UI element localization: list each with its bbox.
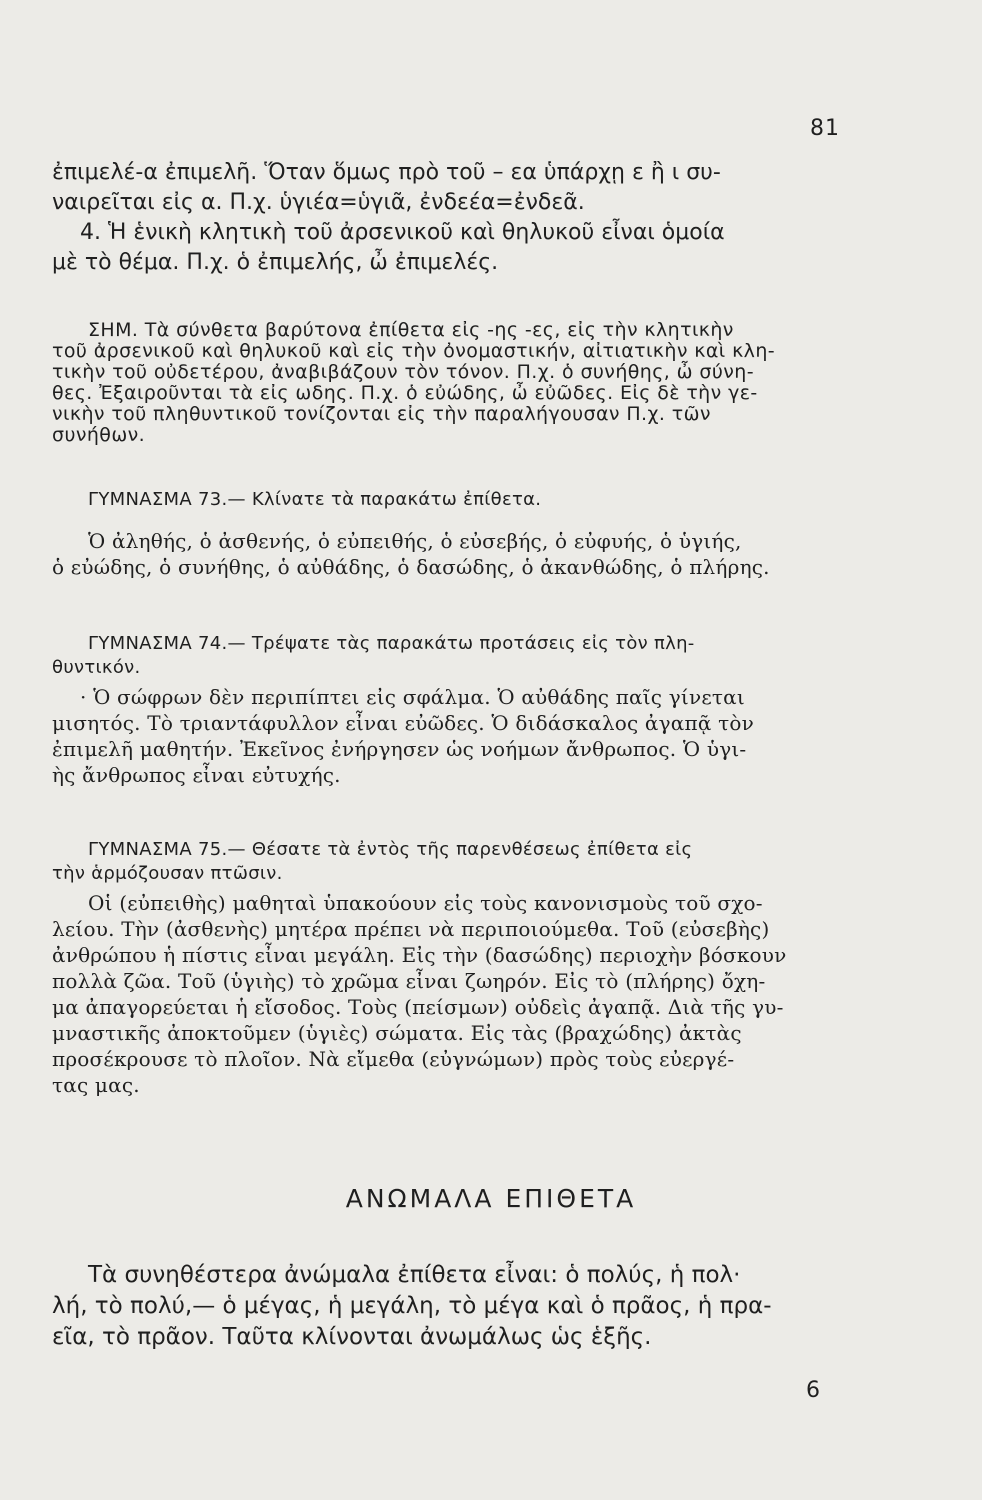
exercise-73-heading xyxy=(52,488,842,512)
exercise-line: μναστικῆς ἀποκτοῦμεν (ὑγιὲς) σώματα. Εἰς τὰς (βραχώδης) ἀκτὰς xyxy=(52,1021,742,1045)
text-line: λή, τὸ πολύ,— ὁ μέγας, ἡ μεγάλη, τὸ μέγα καὶ ὁ πρᾶος, ἡ πρα- xyxy=(52,1293,772,1319)
exercise-line: τας μας. xyxy=(52,1073,140,1097)
paragraph-vocative-rules xyxy=(52,158,842,278)
note-line: ΣΗΜ. Τὰ σύνθετα βαρύτονα ἐπίθετα εἰς -ης -ες, εἰς τὴν κλητικὴν xyxy=(88,319,734,341)
text-line: Τὰ συνηθέστερα ἀνώμαλα ἐπίθετα εἶναι: ὁ πολύς, ἡ πολ· xyxy=(88,1262,741,1288)
exercise-heading-line: ΓΥΜΝΑΣΜΑ 73.— Κλίνατε τὰ παρακάτω ἐπίθετα. xyxy=(88,489,542,510)
irregular-adjectives-paragraph xyxy=(52,1260,842,1353)
exercise-line: πολλὰ ζῶα. Τοῦ (ὑγιὴς) τὸ χρῶμα εἶναι ζωηρόν. Εἰς τὸ (πλήρης) ὄχη- xyxy=(52,969,766,993)
signature-mark: 6 xyxy=(806,1378,820,1403)
note-line: συνήθων. xyxy=(52,424,146,446)
note-line: νικὴν τοῦ πληθυντικοῦ τονίζονται εἰς τὴν παραλήγουσαν Π.χ. τῶν xyxy=(52,403,711,425)
note-line: τοῦ ἀρσενικοῦ καὶ θηλυκοῦ καὶ εἰς τὴν ὀνομαστικήν, αἰτιατικὴν καὶ κλη- xyxy=(52,340,776,362)
text-line: 4. Ἡ ἑνικὴ κλητικὴ τοῦ ἀρσενικοῦ καὶ θηλυκοῦ εἶναι ὁμοία xyxy=(80,220,725,245)
exercise-line: λείου. Τὴν (ἀσθενὴς) μητέρα πρέπει νὰ περιποιούμεθα. Τοῦ (εὐσεβὴς) xyxy=(52,917,770,941)
section-title: ΑΝΩΜΑΛΑ ΕΠΙΘΕΤΑ xyxy=(345,1184,637,1213)
exercise-73-body xyxy=(52,528,842,580)
exercise-line: Οἱ (εὐπειθὴς) μαθηταὶ ὑπακούουν εἰς τοὺς κανονισμοὺς τοῦ σχο- xyxy=(88,891,763,915)
text-line: εῖα, τὸ πρᾶον. Ταῦτα κλίνονται ἀνωμάλως ὡς ἑξῆς. xyxy=(52,1324,652,1350)
exercise-heading-line: ΓΥΜΝΑΣΜΑ 75.— Θέσατε τὰ ἐντὸς τῆς παρενθέσεως ἐπίθετα εἰς xyxy=(88,839,693,860)
exercise-heading-line: ΓΥΜΝΑΣΜΑ 74.— Τρέψατε τὰς παρακάτω προτάσεις εἰς τὸν πλη- xyxy=(88,633,695,654)
exercise-line: μισητός. Τὸ τριαντάφυλλον εἶναι εὐῶδες. Ὁ διδάσκαλος ἀγαπᾷ τὸν xyxy=(52,711,754,735)
exercise-line: ὁ εὐώδης, ὁ συνήθης, ὁ αὐθάδης, ὁ δασώδης, ὁ ἀκανθώδης, ὁ πλήρης. xyxy=(52,555,770,579)
note-line: θες. Ἐξαιροῦνται τὰ εἰς ωδης. Π.χ. ὁ εὐώδης, ὦ εὐῶδες. Εἰς δὲ τὴν γε- xyxy=(52,382,758,404)
exercise-line: ἀνθρώπου ἡ πίστις εἶναι μεγάλη. Εἰς τὴν (δασώδης) περιοχὴν βόσκουν xyxy=(52,943,787,967)
exercise-line: προσέκρουσε τὸ πλοῖον. Νὰ εἴμεθα (εὐγνώμων) πρὸς τοὺς εὐεργέ- xyxy=(52,1047,735,1071)
text-line: ἐπιμελέ-α ἐπιμελῆ. Ὅταν ὅμως πρὸ τοῦ – εα ὑπάρχῃ ε ἢ ι συ- xyxy=(52,160,721,185)
exercise-line: ὴς ἄνθρωπος εἶναι εὐτυχής. xyxy=(52,763,341,787)
note-line: τικὴν τοῦ οὐδετέρου, ἀναβιβάζουν τὸν τόνον. Π.χ. ὁ συνήθης, ὦ σύνη- xyxy=(52,361,754,383)
exercise-74-heading xyxy=(52,632,842,680)
exercise-line: ἐπιμελῆ μαθητήν. Ἐκεῖνος ἐνήργησεν ὡς νοήμων ἄνθρωπος. Ὁ ὑγι- xyxy=(52,737,747,761)
exercise-line: μα ἀπαγορεύεται ἡ εἴσοδος. Τοὺς (πείσμων) οὐδεὶς ἀγαπᾷ. Διὰ τῆς γυ- xyxy=(52,995,784,1019)
exercise-74-body xyxy=(52,684,842,788)
text-line: μὲ τὸ θέμα. Π.χ. ὁ ἐπιμελής, ὦ ἐπιμελές. xyxy=(52,250,499,275)
page-number: 81 xyxy=(810,116,840,141)
note-paragraph xyxy=(52,320,842,446)
exercise-heading-line: τὴν ἁρμόζουσαν πτῶσιν. xyxy=(52,863,283,884)
exercise-75-heading xyxy=(52,838,842,886)
exercise-75-body xyxy=(52,890,842,1098)
exercise-line: · Ὁ σώφρων δὲν περιπίπτει εἰς σφάλμα. Ὁ αὐθάδης παῖς γίνεται xyxy=(80,685,745,709)
exercise-heading-line: θυντικόν. xyxy=(52,657,141,678)
text-line: ναιρεῖται εἰς α. Π.χ. ὑγιέα=ὑγιᾶ, ἐνδεέα=ἐνδεᾶ. xyxy=(52,190,585,215)
exercise-line: Ὁ ἀληθής, ὁ ἀσθενής, ὁ εὐπειθής, ὁ εὐσεβής, ὁ εὐφυής, ὁ ὑγιής, xyxy=(88,529,742,553)
